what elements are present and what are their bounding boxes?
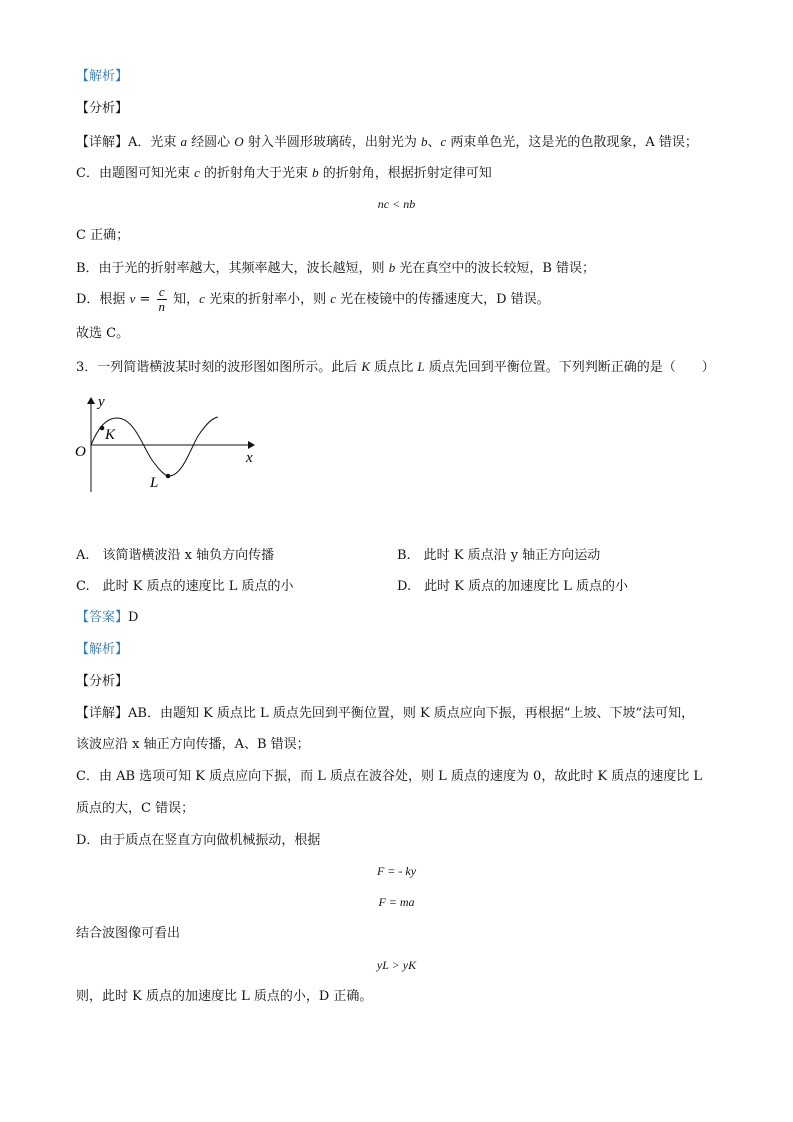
detail-mid2: 射入半圆形玻璃砖，出射光为 xyxy=(243,135,421,150)
analysis-label-2: 【分析】 xyxy=(76,674,129,689)
detail-line-c xyxy=(76,164,492,183)
equation-f-ky: F = - ky xyxy=(376,864,417,878)
combine-line: 结合波图像可看出 xyxy=(76,926,181,941)
option-c[interactable]: C. 此时 K 质点的速度比 L 质点的小 xyxy=(76,579,294,594)
y-axis-label: y xyxy=(98,394,105,410)
option-d[interactable]: D. 此时 K 质点的加速度比 L 质点的小 xyxy=(397,579,628,594)
q-text-3: 质点先回到平衡位置。下列判断正确的是（ ） xyxy=(424,360,715,375)
frac-num: c xyxy=(157,285,168,300)
detail-sep: 、 xyxy=(427,135,441,150)
point-k xyxy=(100,426,105,431)
q-var-L: L xyxy=(417,359,425,374)
ab-line-1: 【详解】AB．由题知 K 质点比 L 质点先回到平衡位置，则 K 质点应向下振，再根据“上坡、下坡”法可知， xyxy=(76,706,695,721)
equation-yl-yk: yL > yK xyxy=(376,958,417,972)
d-eq: = xyxy=(135,292,155,307)
c-line-1: C．由题图可知光束 xyxy=(76,166,195,181)
d-line-2: 知， xyxy=(169,292,200,307)
frac-den: n xyxy=(158,299,166,314)
d-var-v: v xyxy=(129,291,136,306)
detail-line-b xyxy=(76,259,595,278)
detail-end: 两束单色光，这是光的色散现象，A 错误； xyxy=(446,135,698,150)
wave-curve xyxy=(91,417,218,476)
answer-value: D xyxy=(128,610,139,625)
point-l-label: L xyxy=(150,475,159,491)
c-line-2: 的折射角大于光束 xyxy=(199,166,313,181)
b-line-2: 光在真空中的波长较短，B 错误； xyxy=(395,261,596,276)
equation-nc-nb: nc < nb xyxy=(377,197,416,211)
answer-label: 【答案】 xyxy=(76,610,129,625)
d2-line-1: D．由于质点在竖直方向做机械振动，根据 xyxy=(76,833,321,848)
analysis-label: 【分析】 xyxy=(76,101,129,116)
ab-line-2: 该波应沿 x 轴正方向传播，A、B 错误； xyxy=(76,737,310,752)
analysis-header: 【解析】 xyxy=(76,69,129,84)
detail-line-d xyxy=(76,284,550,315)
d-line-3: 光束的折射率小，则 xyxy=(204,292,331,307)
question-3 xyxy=(76,358,715,377)
detail-lead: 【详解】A．光束 xyxy=(76,135,181,150)
var-O: O xyxy=(234,134,244,149)
d-line-1: D．根据 xyxy=(76,292,130,307)
c2-line-2: 质点的大，C 错误； xyxy=(76,801,195,816)
detail-mid1: 经圆心 xyxy=(187,135,235,150)
c-correct: C 正确； xyxy=(76,228,130,243)
c-line-var-c: c xyxy=(194,165,200,180)
c2-line-1: C．由 AB 选项可知 K 质点应向下振，而 L 质点在波谷处，则 L 质点的速度为 0，故此时 K 质点的速度比 L xyxy=(76,769,703,784)
c-line-3: 的折射角，根据折射定律可知 xyxy=(318,166,492,181)
x-axis-label: x xyxy=(246,450,253,466)
detail-line-a xyxy=(76,133,698,152)
point-k-label: K xyxy=(105,427,116,443)
conclusion-line: 则，此时 K 质点的加速度比 L 质点的小，D 正确。 xyxy=(76,989,373,1004)
d-var-c1: c xyxy=(199,291,205,306)
option-a[interactable]: A. 该简谐横波沿 x 轴负方向传播 xyxy=(76,548,275,563)
b-line-1: B．由于光的折射率越大，其频率越大，波长越短，则 xyxy=(76,261,389,276)
answer-line xyxy=(76,609,138,627)
d-line-4: 光在棱镜中的传播速度大，D 错误。 xyxy=(335,292,550,307)
var-c: c xyxy=(440,134,447,149)
var-b: b xyxy=(420,134,428,149)
fraction-c-over-n xyxy=(157,285,168,314)
option-b[interactable]: B. 此时 K 质点沿 y 轴正方向运动 xyxy=(397,548,601,563)
wave-figure xyxy=(72,392,272,502)
q-text-2: 质点比 xyxy=(370,360,418,375)
q-var-K: K xyxy=(361,359,371,374)
analysis-header-2: 【解析】 xyxy=(76,642,129,657)
var-a: a xyxy=(180,134,188,149)
b-line-var-b: b xyxy=(388,260,396,275)
q-text-1: 3．一列简谐横波某时刻的波形图如图所示。此后 xyxy=(76,360,362,375)
c-line-var-b: b xyxy=(312,165,319,180)
origin-label: O xyxy=(75,444,86,460)
d-var-c2: c xyxy=(330,291,336,306)
point-l xyxy=(166,474,171,479)
choose-c: 故选 C。 xyxy=(76,326,130,341)
equation-f-ma: F = ma xyxy=(378,895,415,909)
